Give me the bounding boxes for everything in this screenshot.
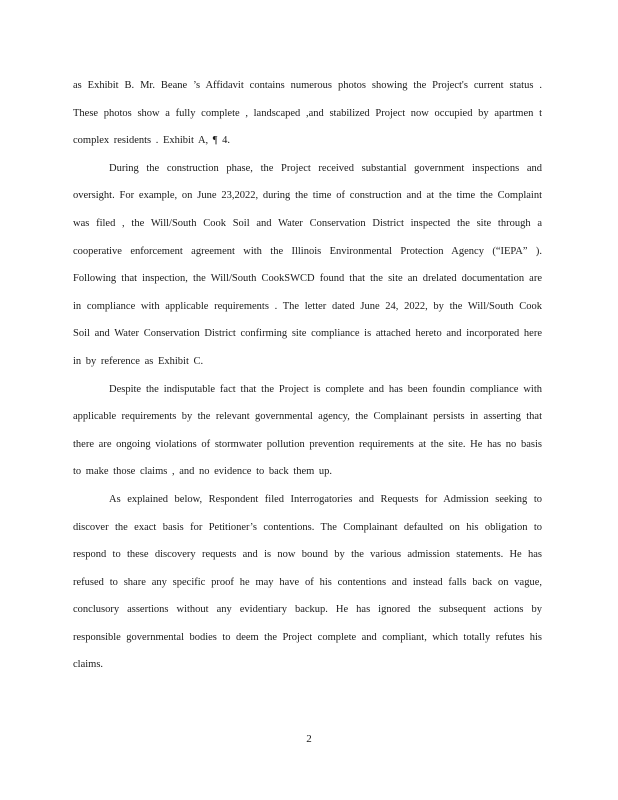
paragraph-inspections: During the construction phase, the Project received substantial government inspections and oversight. For example, on June 23,2022, during the time of construction and at the time the Complaint was filed , the Will/South Cook Soil and Water Conservation District inspected the site through a cooperative enforcement agreement with the Illinois Environmental Protection Agency (“IEPA” ). Following that inspection, the Will/South CookSWCD found that the site an drelated documentation are in compliance with applicable requirements . The letter dated June 24, 2022, by the Will/South Cook Soil and Water Conservation District confirming site compliance is attached hereto and incorporated here in by reference as Exhibit C.	[73, 162, 542, 367]
paragraph-continuation: as Exhibit B. Mr. Beane ’s Affidavit contains numerous photos showing the Project's current status . These photos show a fully complete , landscaped ,and stabilized Project now occupied by apartmen t complex residents . Exhibit A, ¶ 4.	[73, 80, 542, 147]
page-number: 2	[306, 733, 312, 745]
body-text	[73, 72, 542, 679]
paragraph-discovery: As explained below, Respondent filed Interrogatories and Requests for Admission seeking to discover the exact basis for Petitioner’s contentions. The Complainant defaulted on his obligation to respond to these discovery requests and is now bound by the various admission statements. He has refused to share any specific proof he may have of his contentions and instead falls back on vague, conclusory assertions without any evidentiary backup. He has ignored the subsequent actions by responsible governmental bodies to deem the Project complete and compliant, which totally refutes his claims.	[73, 493, 542, 671]
paragraph-compliance: Despite the indisputable fact that the Project is complete and has been foundin compliance with applicable requirements by the relevant governmental agency, the Complainant persists in asserting that there are ongoing violations of stormwater pollution prevention requirements at the site. He has no basis to make those claims , and no evidence to back them up.	[73, 383, 542, 478]
